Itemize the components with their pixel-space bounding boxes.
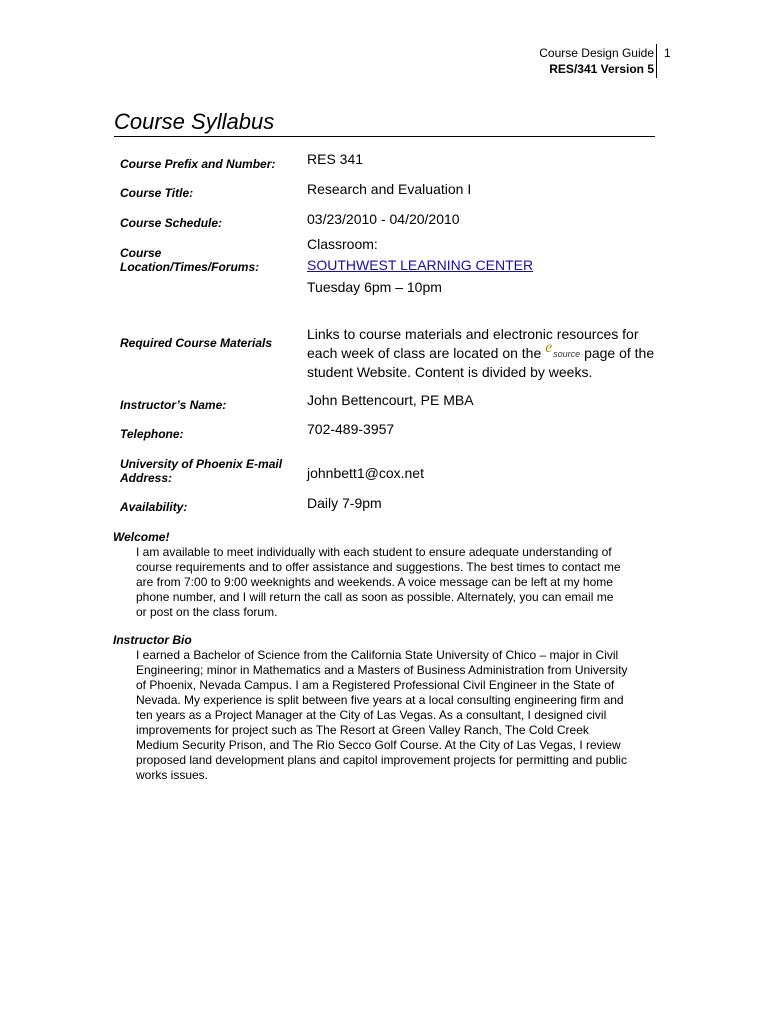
instructor-label: Instructor’s Name: (120, 398, 227, 412)
bio-line: ten years as a Project Manager at the City of Las Vegas. As a consultant, I designed civil (136, 708, 607, 722)
welcome-heading: Welcome! (113, 530, 170, 544)
bio-line: Engineering; minor in Mathematics and a Masters of Business Administration from University (136, 663, 628, 677)
bio-heading: Instructor Bio (113, 633, 192, 647)
course-prefix-value: RES 341 (307, 151, 364, 167)
welcome-line: are from 7:00 to 9:00 weeknights and weekends. A voice message can be left at my home (136, 575, 613, 589)
bio-line: I earned a Bachelor of Science from the California State University of Chico – major in Civil (136, 648, 619, 662)
course-location-value (307, 235, 687, 297)
bio-line: works issues. (136, 768, 209, 782)
email-label-line2: Address: (120, 471, 173, 485)
email-value[interactable]: johnbett1@cox.net (307, 465, 424, 481)
welcome-line: course requirements and to offer assistance and suggestions. The best times to contact me (136, 560, 621, 574)
location-classroom-text: Classroom: (307, 236, 378, 252)
welcome-line: I am available to meet individually with each student to ensure adequate understanding of (136, 545, 612, 559)
materials-line-3: student Website. Content is divided by weeks. (307, 364, 593, 381)
availability-label: Availability: (120, 500, 188, 514)
course-location-label (120, 246, 300, 274)
materials-line-2 (307, 338, 687, 364)
instructor-value: John Bettencourt, PE MBA (307, 392, 474, 408)
learning-center-link[interactable]: SOUTHWEST LEARNING CENTER (307, 257, 534, 273)
materials-line-1: Links to course materials and electronic resources for (307, 326, 639, 342)
bio-line: proposed land development plans and capitol improvement projects for permitting and public (136, 753, 627, 767)
bio-paragraph (136, 648, 655, 783)
page-title: Course Syllabus (114, 109, 275, 134)
course-title-label: Course Title: (120, 186, 194, 200)
email-label (120, 457, 300, 485)
header-divider (656, 44, 657, 78)
materials-value (307, 325, 687, 382)
course-title-value: Research and Evaluation I (307, 181, 472, 197)
version-label: RES/341 Version 5 (549, 62, 654, 76)
welcome-line: or post on the class forum. (136, 605, 278, 619)
email-label-line1: University of Phoenix E-mail (120, 457, 283, 471)
welcome-paragraph (136, 545, 655, 620)
esource-logo-icon: e source (545, 338, 581, 359)
telephone-label: Telephone: (120, 427, 184, 441)
materials-line-2b: page of the (584, 344, 655, 361)
location-times-text: Tuesday 6pm – 10pm (307, 279, 442, 295)
course-prefix-label: Course Prefix and Number: (120, 157, 276, 171)
bio-line: of Phoenix, Nevada Campus. I am a Registered Professional Civil Engineer in the State of (136, 678, 615, 692)
welcome-line: phone number, and I will return the call as soon as possible. Alternately, you can email me (136, 590, 614, 604)
availability-value: Daily 7-9pm (307, 495, 382, 511)
materials-label: Required Course Materials (120, 336, 273, 350)
guide-label: Course Design Guide (539, 46, 654, 60)
bio-line: Medium Security Prison, and The Rio Secco Golf Course. At the City of Las Vegas, I review (136, 738, 621, 752)
course-location-label-line1: Course (120, 246, 162, 260)
page-header (539, 45, 654, 77)
course-schedule-label: Course Schedule: (120, 216, 223, 230)
course-location-label-line2: Location/Times/Forums: (120, 260, 260, 274)
materials-line-2a: each week of class are located on the (307, 344, 542, 361)
bio-line: Nevada. My experience is split between five years at a local consulting engineering firm and (136, 693, 624, 707)
course-schedule-value: 03/23/2010 - 04/20/2010 (307, 211, 460, 227)
bio-line: improvements for project such as The Resort at Green Valley Ranch, The Cold Creek (136, 723, 589, 737)
telephone-value: 702-489-3957 (307, 421, 395, 437)
page-number: 1 (664, 46, 671, 60)
title-underline (114, 136, 655, 137)
